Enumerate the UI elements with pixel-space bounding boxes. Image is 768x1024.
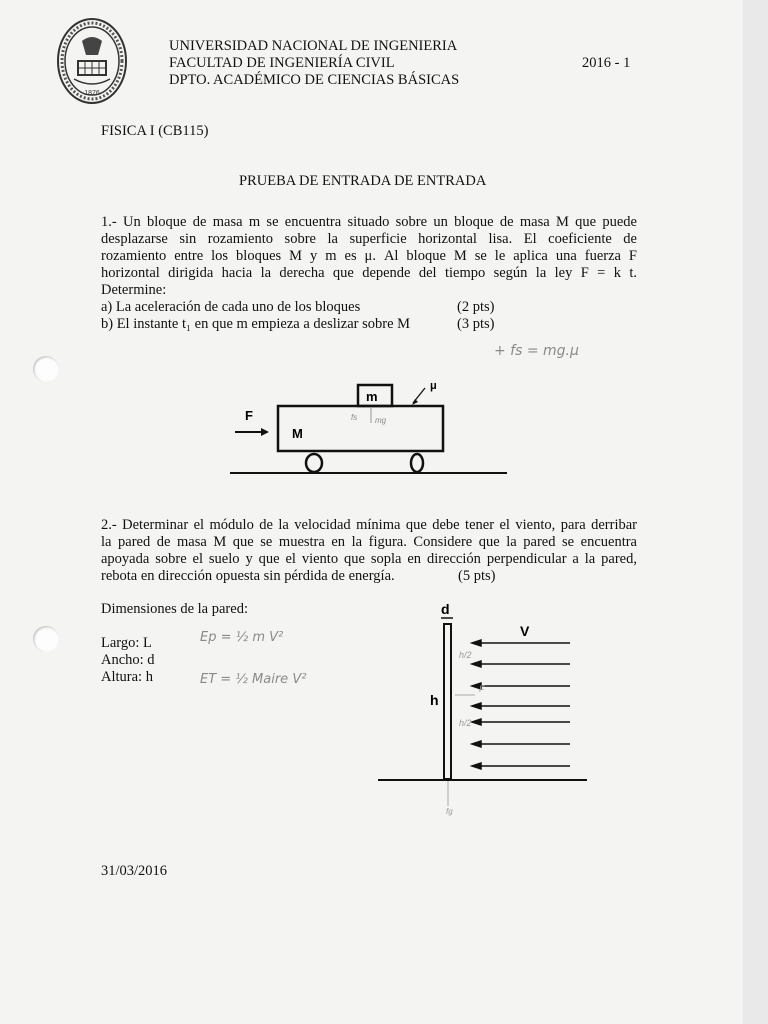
header-department: DPTO. ACADÉMICO DE CIENCIAS BÁSICAS <box>169 72 460 88</box>
q1-line-2: desplazarse sin rozamiento sobre la superficie horizontal lisa. El coeficiente de <box>101 231 637 247</box>
handwritten-total-energy: ET = ½ Maire V² <box>200 672 307 687</box>
punch-hole-bottom <box>33 626 59 652</box>
wheel-left <box>306 454 322 472</box>
handwritten-note-friction: + fs = mg.μ <box>494 343 579 359</box>
exam-date: 31/03/2016 <box>101 863 168 879</box>
wall-height-label: h <box>430 692 439 708</box>
handwritten-mg: mg <box>375 416 387 425</box>
big-block-label: M <box>292 426 303 441</box>
q1-determine: Determine: <box>101 282 167 298</box>
figure-blocks-cart <box>225 375 510 480</box>
wheel-right <box>411 454 423 472</box>
wall-dimensions-title: Dimensiones de la pared: <box>101 601 248 617</box>
small-block-label: m <box>366 389 378 404</box>
q1-line-4: horizontal dirigida hacia la derecha que depende del tiempo según la ley F = k t. <box>101 265 637 281</box>
header-faculty: FACULTAD DE INGENIERÍA CIVIL <box>169 55 395 71</box>
svg-text:1876: 1876 <box>84 90 100 97</box>
punch-hole-top <box>33 356 59 382</box>
handwritten-fs: fs <box>351 413 358 422</box>
wind-velocity-label: V <box>520 623 530 639</box>
header-term: 2016 - 1 <box>582 55 631 71</box>
figure-wall-wind <box>375 598 590 818</box>
exam-title: PRUEBA DE ENTRADA DE ENTRADA <box>239 173 487 189</box>
wall-length: Largo: L <box>101 635 152 651</box>
q1-part-a-points: (2 pts) <box>457 299 495 315</box>
handwritten-h2-top: h/2 <box>459 650 472 660</box>
q2-points: (5 pts) <box>458 568 496 584</box>
mu-label: μ <box>430 380 437 392</box>
course-code: FISICA I (CB115) <box>101 123 209 139</box>
handwritten-potential-energy: Ep = ½ m V² <box>200 630 284 645</box>
q2-line-3: apoyada sobre el suelo y que el viento que sopla en dirección perpendicular a la pared, <box>101 551 637 567</box>
q1-part-b-points: (3 pts) <box>457 316 495 332</box>
handwritten-force: F <box>479 684 485 694</box>
q2-line-1: 2.- Determinar el módulo de la velocidad mínima que debe tener el viento, para derribar <box>101 517 637 533</box>
wall-height: Altura: h <box>101 669 153 685</box>
q1-line-3: rozamiento entre los bloques M y m es μ. Al bloque M se le aplica una fuerza F <box>101 248 637 264</box>
q1-part-b: b) El instante t₁ en que m empieza a deslizar sobre M <box>101 316 411 332</box>
wall <box>444 624 451 779</box>
university-seal-logo <box>56 17 128 105</box>
force-label: F <box>245 408 253 423</box>
wall-thickness-label: d <box>441 601 450 617</box>
handwritten-h2-bottom: h/2 <box>459 718 472 728</box>
q2-line-4: rebota en dirección opuesta sin pérdida de energía. <box>101 568 395 584</box>
header-university: UNIVERSIDAD NACIONAL DE INGENIERIA <box>169 38 458 54</box>
handwritten-fg: fg <box>446 807 453 816</box>
q1-line-1: 1.- Un bloque de masa m se encuentra situado sobre un bloque de masa M que puede <box>101 214 637 230</box>
wind-arrows <box>472 640 570 769</box>
q1-part-a: a) La aceleración de cada uno de los bloques <box>101 299 361 315</box>
q2-line-2: la pared de masa M que se muestra en la figura. Considere que la pared se encuentra <box>101 534 637 550</box>
wall-width: Ancho: d <box>101 652 155 668</box>
force-arrow-head <box>261 428 269 436</box>
